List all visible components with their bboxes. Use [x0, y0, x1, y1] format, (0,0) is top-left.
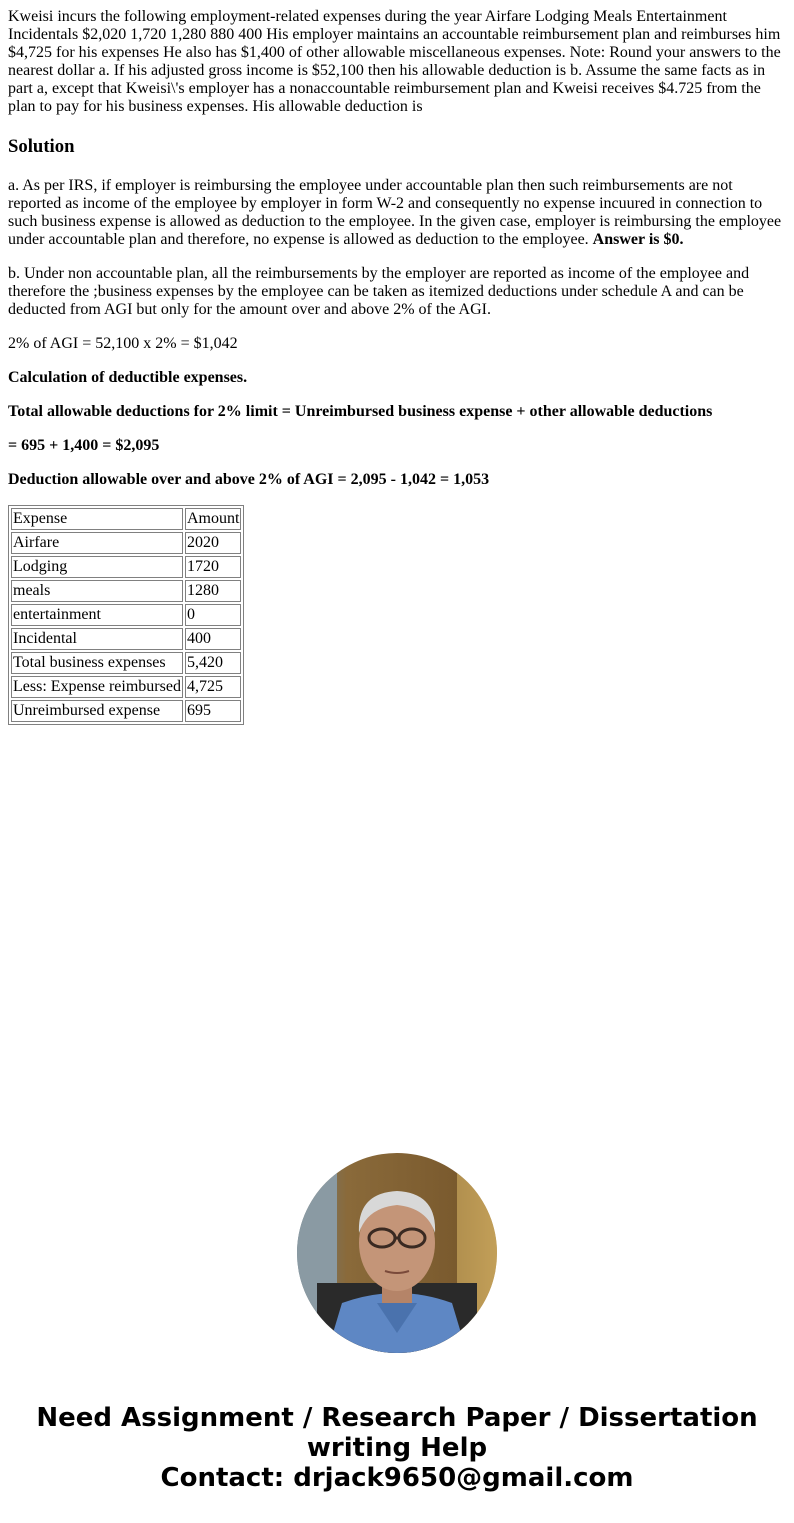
calc-heading: Calculation of deductible expenses.	[8, 369, 248, 386]
table-cell-label: Airfare	[11, 532, 183, 554]
table-cell-amount: 5,420	[185, 652, 241, 674]
table-row	[11, 652, 241, 674]
table-cell-label: Incidental	[11, 628, 183, 650]
table-cell-amount: Amount	[185, 508, 241, 530]
table-cell-label: Unreimbursed expense	[11, 700, 183, 722]
part-a-paragraph	[8, 177, 784, 249]
table-cell-amount: 4,725	[185, 676, 241, 698]
footer-line-2: writing Help	[306, 1433, 488, 1463]
table-row	[11, 628, 241, 650]
footer-banner	[0, 1403, 794, 1493]
solution-heading: Solution	[8, 136, 75, 157]
table-header-row	[11, 508, 241, 530]
table-cell-amount: 1720	[185, 556, 241, 578]
author-avatar	[297, 1153, 497, 1353]
expense-table	[8, 505, 244, 725]
table-row	[11, 700, 241, 722]
total-deductions-line: Total allowable deductions for 2% limit = Unreimbursed business expense + other allowable deductions	[8, 403, 713, 420]
table-cell-amount: 0	[185, 604, 241, 626]
table-row	[11, 580, 241, 602]
author-portrait-image	[297, 1153, 497, 1353]
table-cell-label: Less: Expense reimbursed	[11, 676, 183, 698]
table-cell-label: Total business expenses	[11, 652, 183, 674]
agi-line: 2% of AGI = 52,100 x 2% = $1,042	[8, 335, 238, 352]
part-a-text: a. As per IRS, if employer is reimbursing the employee under accountable plan then such reimbursements are not reported as income of the employee by employer in form W-2 and consequently no expense incuured in connection to such business expense is allowed as deduction to the employee. In the given case, employer is reimbursing the employee under accountable plan and therefore, no expense is allowed as deduction to the employee.	[8, 177, 782, 248]
table-row	[11, 676, 241, 698]
table-cell-label: Lodging	[11, 556, 183, 578]
question-text: Kweisi incurs the following employment-related expenses during the year Airfare Lodging Meals Entertainment Incidentals $2,020 1,720 1,280 880 400 His employer maintains an accountable reimbursement plan and reimburses him $4,725 for his expenses He also has $1,400 of other allowable miscellaneous expenses. Note: Round your answers to the nearest dollar a. If his adjusted gross income is $52,100 then his allowable deduction is b. Assume the same facts as in part a, except that Kweisi\'s employer has a nonaccountable reimbursement plan and Kweisi receives $4.725 from the plan to pay for his business expenses. His allowable deduction is	[8, 8, 781, 115]
document-body	[8, 8, 784, 725]
table-cell-label: meals	[11, 580, 183, 602]
table-cell-label: Expense	[11, 508, 183, 530]
table-row	[11, 556, 241, 578]
table-cell-label: entertainment	[11, 604, 183, 626]
table-row	[11, 532, 241, 554]
sum-line: = 695 + 1,400 = $2,095	[8, 437, 160, 454]
table-row	[11, 604, 241, 626]
deduction-line: Deduction allowable over and above 2% of AGI = 2,095 - 1,042 = 1,053	[8, 471, 490, 488]
footer-contact-line: Contact: drjack9650@gmail.com	[160, 1463, 634, 1493]
part-b-paragraph: b. Under non accountable plan, all the reimbursements by the employer are reported as income of the employee and therefore the ;business expenses by the employee can be taken as itemized deductions under schedule A and can be deducted from AGI but only for the amount over and above 2% of the AGI.	[8, 265, 750, 318]
table-cell-amount: 1280	[185, 580, 241, 602]
table-cell-amount: 695	[185, 700, 241, 722]
footer-line-1: Need Assignment / Research Paper / Dissertation	[36, 1403, 758, 1433]
table-cell-amount: 2020	[185, 532, 241, 554]
part-a-answer: Answer is $0.	[592, 231, 684, 248]
table-cell-amount: 400	[185, 628, 241, 650]
